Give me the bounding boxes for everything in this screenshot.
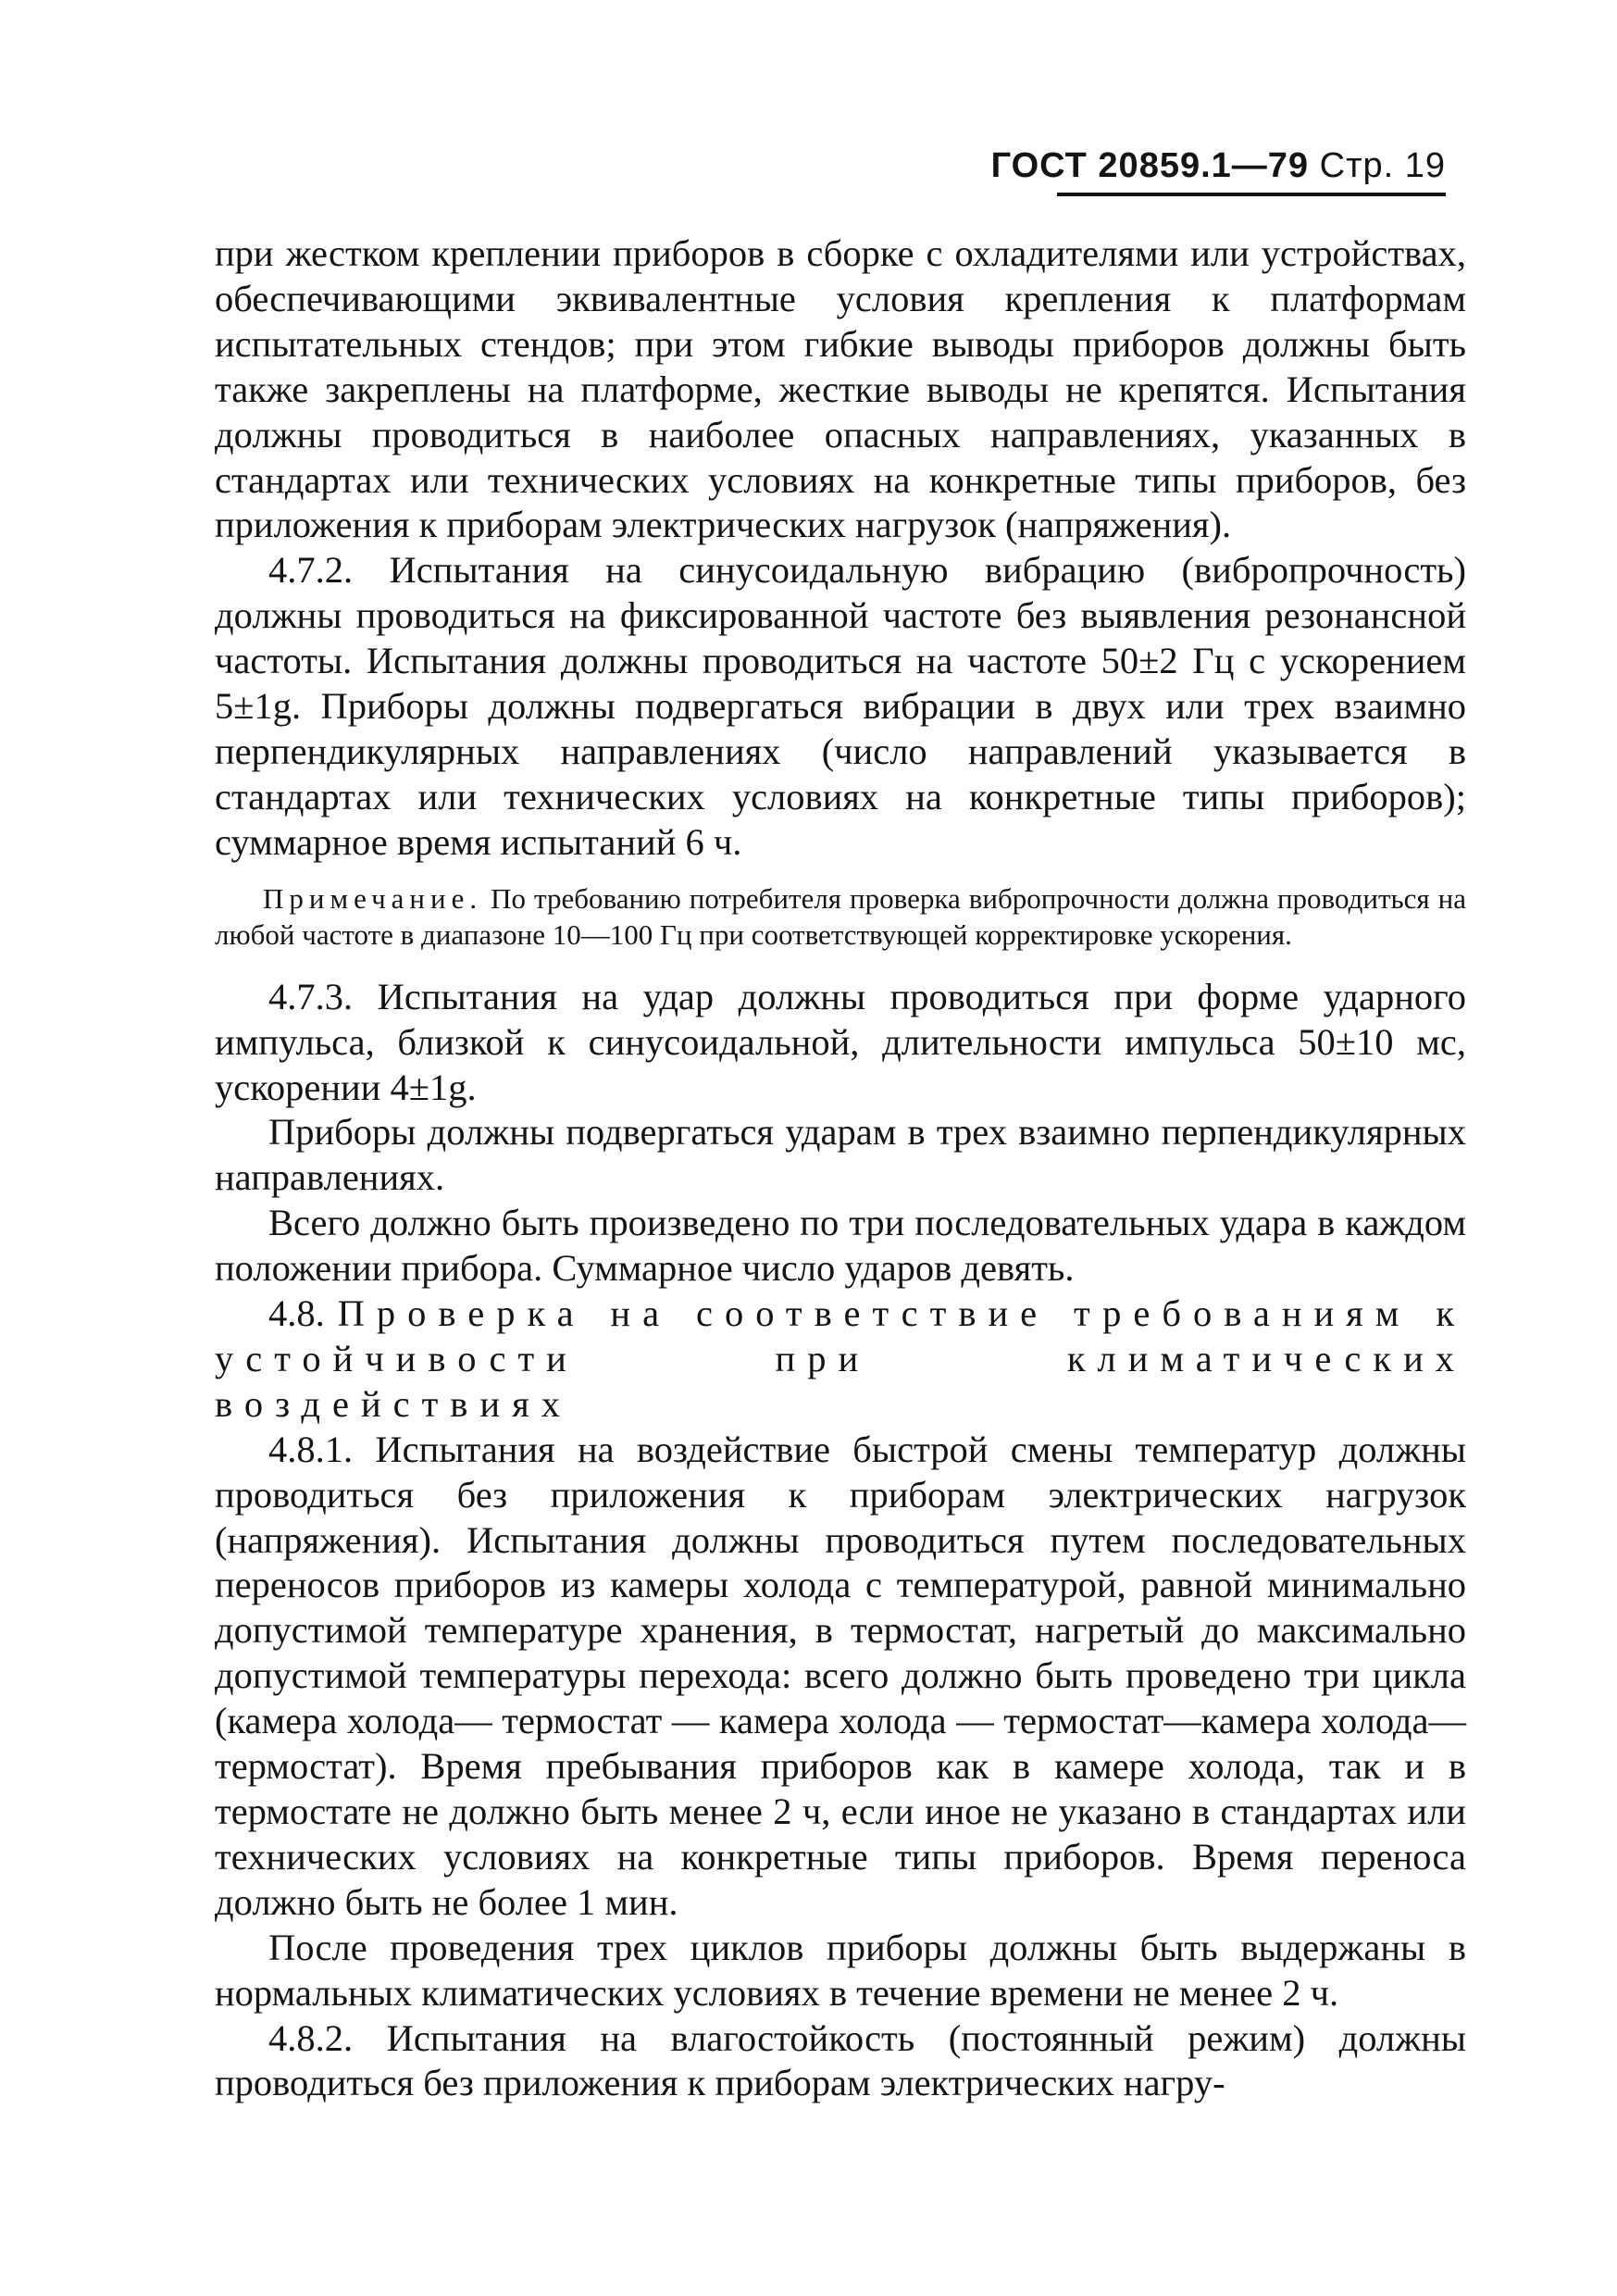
paragraph-continuation: при жестком креплении приборов в сборке с охладителями или устройствах, обеспечивающими эквивалентные условия крепления к платформам испытательных стендов; при этом гибкие выводы приборов должны быть также закреплены на платформе, жесткие выводы не крепятся. Испытания должны проводиться в наиболее опасных направлениях, указанных в стандартах или технических условиях на конкретные типы приборов, без приложения к приборам электрических нагрузок (напряжения). xyxy=(215,232,1466,546)
paragraph-shock-count: Всего должно быть произведено по три последовательных удара в каждом положении прибора. Суммарное число ударов девять. xyxy=(215,1202,1466,1290)
note-label: Примечание. xyxy=(263,881,483,915)
page-header xyxy=(991,146,1446,186)
paragraph-4-7-2: 4.7.2. Испытания на синусоидальную вибрацию (вибропрочность) должны проводиться на фиксированной частоте без выявления резонансной частоты. Испытания должны проводиться на частоте 50±2 Гц с ускорением 5±1g. Приборы должны подвергаться вибрации в двух или трех взаимно перпендикулярных направлениях (число направлений указывается в стандартах или технических условиях на конкретные типы приборов); суммарное время испытаний 6 ч. xyxy=(215,549,1466,863)
note-text: По требованию потребителя проверка вибропрочности должна проводиться на любой частоте в диапазоне 10—100 Гц при соответствующей корректировке ускорения. xyxy=(215,881,1466,951)
section-heading-4-8 xyxy=(215,1292,1466,1428)
header-rule xyxy=(1057,193,1446,196)
page-number: Стр. 19 xyxy=(1319,146,1446,185)
paragraph-shock-directions: Приборы должны подвергаться ударам в трех взаимно перпендикулярных направлениях. xyxy=(215,1111,1466,1199)
paragraph-4-7-3: 4.7.3. Испытания на удар должны проводиться при форме ударного импульса, близкой к синусоидальной, длительности импульса 50±10 мс, ускорении 4±1g. xyxy=(215,975,1466,1108)
paragraph-after-cycles: После проведения трех циклов приборы должны быть выдержаны в нормальных климатических условиях в течение времени не менее 2 ч. xyxy=(215,1926,1466,2014)
body-text xyxy=(215,231,1466,2106)
note xyxy=(215,880,1466,953)
paragraph-4-8-2: 4.8.2. Испытания на влагостойкость (постоянный режим) должны проводиться без приложения к приборам электрических нагру- xyxy=(215,2016,1466,2104)
standard-code: ГОСТ 20859.1—79 xyxy=(990,146,1310,185)
paragraph-4-8-1: 4.8.1. Испытания на воздействие быстрой смены температур должны проводиться без приложения к приборам электрических нагрузок (напряжения). Испытания должны проводиться путем последовательных переносов приборов из камеры холода с температурой, равной минимально допустимой температуре хранения, в термостат, нагретый до максимально допустимой температуры перехода: всего должно быть проведено три цикла (камера холода— термостат — камера холода — термостат—камера холода—термостат). Время пребывания приборов как в камере холода, так и в термостате не должно быть менее 2 ч, если иное не указано в стандартах или технических условиях на конкретные типы приборов. Время переноса должно быть не более 1 мин. xyxy=(215,1428,1466,1923)
section-number: 4.8. xyxy=(268,1292,325,1335)
section-title: Проверка на соответствие требованиям к устойчивости при климатических воздействиях xyxy=(215,1292,1467,1425)
